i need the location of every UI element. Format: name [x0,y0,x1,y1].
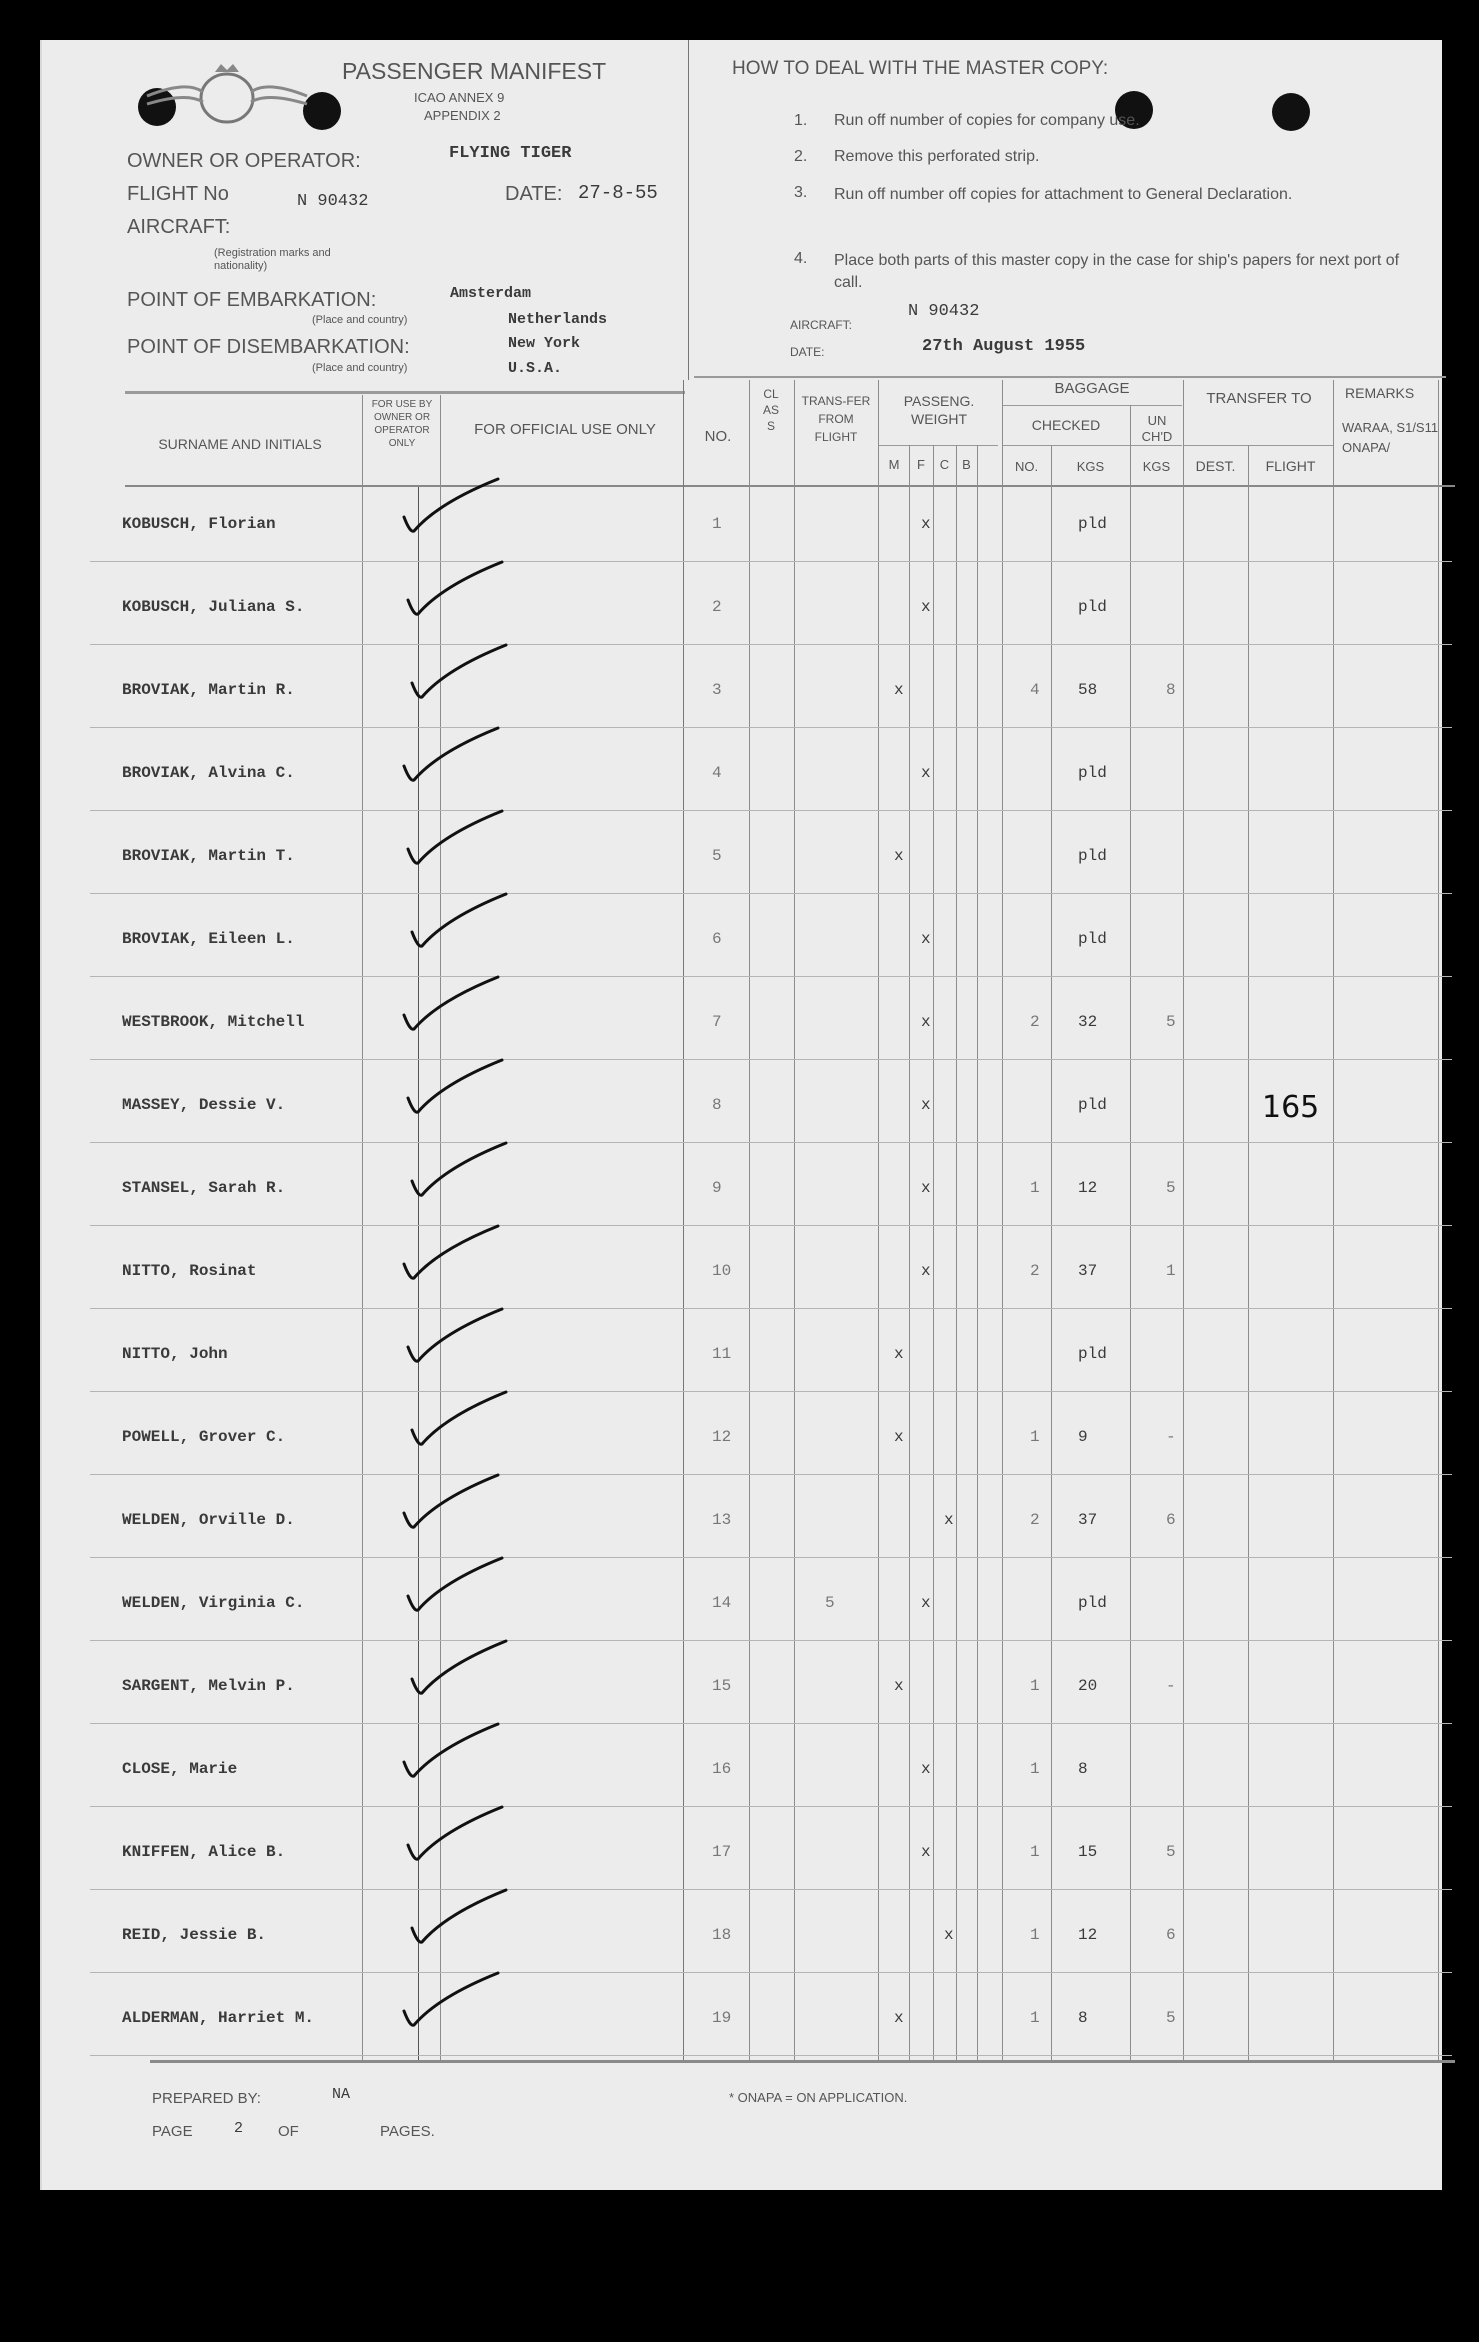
row-rule [90,1059,1452,1060]
col-header-remarks-codes: WARAA, S1/S11 ONAPA/ [1342,420,1439,455]
embark-city: Amsterdam [450,285,532,302]
passenger-weight-mark: x [894,1677,904,1695]
baggage-kgs: 8 [1078,2009,1088,2027]
col-line [1130,405,1131,2060]
baggage-kgs: 12 [1078,1926,1098,1944]
date-label: DATE: [505,183,563,205]
passenger-weight-mark: x [921,1179,931,1197]
owner-label: OWNER OR OPERATOR: [127,150,361,172]
col-header-m: M [888,457,900,472]
passenger-weight-mark: x [921,598,931,616]
check-mark-icon [402,1054,512,1129]
passenger-weight-mark: x [921,1262,931,1280]
passenger-name: STANSEL, Sarah R. [122,1179,286,1197]
passenger-name: BROVIAK, Martin R. [122,681,295,699]
table-top-rule [125,391,685,394]
manifest-title: PASSENGER MANIFEST [342,58,607,84]
baggage-count: 2 [1030,1262,1040,1280]
handwritten-flight-number: 165 [1262,1090,1320,1125]
check-mark-icon [406,1884,516,1959]
row-rule [90,1308,1452,1309]
pages-label: PAGES. [380,2123,435,2140]
passenger-weight-mark: x [921,930,931,948]
row-rule [90,561,1452,562]
unchecked-kgs: 5 [1166,1013,1176,1031]
col-line [749,380,750,2060]
col-header-transfer-to: TRANSFER TO [1206,390,1312,407]
baggage-kgs: pld [1078,847,1107,865]
row-rule [90,1557,1452,1558]
passenger-no: 11 [712,1345,732,1363]
table-top-rule-right [694,376,1446,378]
strip-date-value: 27th August 1955 [922,337,1086,356]
baggage-kgs: 15 [1078,1843,1098,1861]
col-header-unchd: UN CH'D [1141,413,1173,444]
passenger-name: MASSEY, Dessie V. [122,1096,286,1114]
col-header-b: B [962,457,971,472]
baggage-kgs: 37 [1078,1511,1098,1529]
disembark-country: U.S.A. [508,360,563,377]
strip-aircraft-label: AIRCRAFT: [790,318,853,332]
check-mark-icon [398,1220,508,1295]
check-mark-icon [402,556,512,631]
passenger-no: 7 [712,1013,722,1031]
baggage-kgs: 58 [1078,681,1098,699]
baggage-kgs: 32 [1078,1013,1098,1031]
col-header-unchd-kgs: KGS [1142,459,1171,474]
passenger-weight-mark: x [894,2009,904,2027]
unchecked-kgs: - [1166,1428,1176,1446]
baggage-subrule [1002,445,1182,446]
passenger-weight-mark: x [921,515,931,533]
baggage-kgs: 37 [1078,1262,1098,1280]
passenger-no: 12 [712,1428,732,1446]
flight-label: FLIGHT No [127,183,229,205]
row-rule [90,1391,1452,1392]
baggage-count: 2 [1030,1013,1040,1031]
col-line [878,380,879,2060]
row-rule [90,893,1452,894]
check-mark-icon [398,971,508,1046]
row-rule [90,1806,1452,1807]
check-mark-icon [398,1718,508,1793]
prepared-value: NA [332,2086,351,2103]
check-mark-icon [402,1552,512,1627]
of-label: OF [278,2123,299,2140]
col-line [1051,445,1052,2060]
passenger-name: ALDERMAN, Harriet M. [122,2009,315,2027]
col-header-checked: CHECKED [1031,417,1101,433]
annex-label: ICAO ANNEX 9 [414,90,505,105]
check-mark-icon [398,1967,508,2042]
baggage-kgs: 8 [1078,1760,1088,1778]
passenger-name: POWELL, Grover C. [122,1428,286,1446]
baggage-count: 2 [1030,1511,1040,1529]
col-header-class: CLASS [762,387,779,433]
embark-note: (Place and country) [312,314,408,326]
col-line [1002,380,1003,2060]
passenger-name: BROVIAK, Eileen L. [122,930,295,948]
page-value: 2 [234,2120,244,2137]
check-mark-icon [398,1469,508,1544]
passenger-weight-mark: x [894,1428,904,1446]
baggage-kgs: pld [1078,764,1107,782]
check-mark-icon [406,1137,516,1212]
check-mark-icon [406,639,516,714]
passenger-weight-mark: x [921,1096,931,1114]
airline-crest-icon [137,62,317,134]
check-mark-icon [406,1386,516,1461]
check-mark-icon [406,888,516,963]
instruction-4-num: 4. [794,250,808,267]
disembark-city: New York [508,335,581,352]
page-label: PAGE [152,2123,193,2140]
passenger-no: 9 [712,1179,722,1197]
col-line [1248,445,1249,2060]
perforation-divider [688,40,689,380]
passenger-no: 18 [712,1926,732,1944]
appendix-label: APPENDIX 2 [424,108,501,123]
passenger-no: 6 [712,930,722,948]
passenger-no: 3 [712,681,722,699]
passenger-no: 14 [712,1594,732,1612]
manifest-sheet [40,40,1442,2190]
passenger-name: BROVIAK, Martin T. [122,847,295,865]
row-rule [90,644,1452,645]
row-rule [90,1723,1452,1724]
col-header-bag-kgs: KGS [1076,459,1105,474]
instruction-3-num: 3. [794,184,808,201]
passenger-weight-mark: x [894,681,904,699]
baggage-kgs: 9 [1078,1428,1088,1446]
disembark-label: POINT OF DISEMBARKATION: [127,336,410,358]
passenger-name: SARGENT, Melvin P. [122,1677,295,1695]
col-line [977,445,978,2060]
passenger-no: 2 [712,598,722,616]
col-header-bag-no: NO. [1014,459,1039,474]
baggage-kgs: pld [1078,598,1107,616]
col-line [683,380,684,2060]
col-header-transfer-from: TRANS-FER FROM FLIGHT [801,394,871,444]
unchecked-kgs: 6 [1166,1926,1176,1944]
baggage-kgs: 20 [1078,1677,1098,1695]
instruction-3-text: Run off number off copies for attachment to General Declaration. [834,186,1293,203]
col-line [1183,380,1184,2060]
checked-subrule [1002,405,1182,406]
passenger-class: 5 [825,1594,835,1612]
unchecked-kgs: 1 [1166,1262,1176,1280]
baggage-count: 1 [1030,1179,1040,1197]
col-header-passeng-weight: PASSENG. WEIGHT [903,393,975,427]
unchecked-kgs: 5 [1166,1179,1176,1197]
row-rule [90,2055,1452,2056]
col-header-remarks: REMARKS [1345,385,1415,401]
check-mark-icon [402,1303,512,1378]
passenger-weight-mark: x [894,847,904,865]
check-mark-icon [406,1635,516,1710]
passenger-weight-mark: x [894,1345,904,1363]
instruction-1-num: 1. [794,112,808,129]
passenger-no: 19 [712,2009,732,2027]
strip-date-label: DATE: [790,345,825,359]
col-line [1333,380,1334,2060]
check-mark-icon [402,1801,512,1876]
unchecked-kgs: 5 [1166,2009,1176,2027]
passenger-no: 13 [712,1511,732,1529]
row-rule [90,976,1452,977]
passenger-weight-mark: x [921,1013,931,1031]
date-value: 27-8-55 [578,182,658,204]
col-line [956,445,957,2060]
disembark-note: (Place and country) [312,362,408,374]
aircraft-note: (Registration marks and nationality) [214,247,331,272]
col-line [794,380,795,2060]
passenger-name: KOBUSCH, Florian [122,515,276,533]
col-header-surname: SURNAME AND INITIALS [158,436,322,452]
row-rule [90,1972,1452,1973]
col-header-f: F [917,457,925,472]
baggage-kgs: 12 [1078,1179,1098,1197]
baggage-count: 1 [1030,1428,1040,1446]
passenger-name: BROVIAK, Alvina C. [122,764,295,782]
baggage-kgs: pld [1078,1096,1107,1114]
baggage-kgs: pld [1078,930,1107,948]
passenger-no: 10 [712,1262,732,1280]
instructions-heading: HOW TO DEAL WITH THE MASTER COPY: [732,58,1109,79]
row-rule [90,810,1452,811]
baggage-kgs: pld [1078,1594,1107,1612]
passenger-name: CLOSE, Marie [122,1760,238,1778]
unchecked-kgs: 5 [1166,1843,1176,1861]
passenger-weight-mark: x [944,1511,954,1529]
check-mark-icon [398,473,508,548]
weight-subrule [878,445,998,446]
strip-aircraft-value: N 90432 [908,302,980,321]
passenger-name: KNIFFEN, Alice B. [122,1843,286,1861]
embark-label: POINT OF EMBARKATION: [127,289,377,311]
baggage-kgs: pld [1078,515,1107,533]
aircraft-label: AIRCRAFT: [127,216,231,238]
row-rule [90,1889,1452,1890]
baggage-count: 1 [1030,1926,1040,1944]
passenger-weight-mark: x [921,764,931,782]
col-line [933,445,934,2060]
instruction-2-text: Remove this perforated strip. [834,148,1040,165]
row-rule [90,1640,1452,1641]
col-header-no: NO. [704,428,732,445]
passenger-name: WESTBROOK, Mitchell [122,1013,305,1031]
col-header-flight: FLIGHT [1265,458,1316,474]
passenger-no: 15 [712,1677,732,1695]
passenger-name: WELDEN, Orville D. [122,1511,295,1529]
instruction-4-text: Place both parts of this master copy in the case for ship's papers for next port of call. [834,252,1400,291]
passenger-no: 4 [712,764,722,782]
passenger-name: REID, Jessie B. [122,1926,267,1944]
flight-value: N 90432 [297,192,369,211]
row-rule [90,727,1452,728]
passenger-no: 17 [712,1843,732,1861]
owner-value: FLYING TIGER [449,144,572,163]
passenger-no: 5 [712,847,722,865]
passenger-name: NITTO, Rosinat [122,1262,257,1280]
onapa-note: * ONAPA = ON APPLICATION. [729,2090,908,2105]
baggage-count: 1 [1030,1677,1040,1695]
instruction-2-num: 2. [794,148,808,165]
check-mark-icon [398,722,508,797]
unchecked-kgs: 8 [1166,681,1176,699]
col-header-owner-use: FOR USE BY OWNER OR OPERATOR ONLY [371,399,433,449]
prepared-label: PREPARED BY: [152,2090,261,2107]
passenger-weight-mark: x [921,1594,931,1612]
col-header-official: FOR OFFICIAL USE ONLY [474,421,656,438]
col-line [1438,380,1439,2060]
embark-country: Netherlands [508,311,608,328]
row-rule [90,1474,1452,1475]
baggage-count: 1 [1030,1760,1040,1778]
baggage-count: 1 [1030,1843,1040,1861]
check-mark-icon [402,805,512,880]
row-rule [90,1142,1452,1143]
transfer-subrule [1183,445,1333,446]
passenger-name: KOBUSCH, Juliana S. [122,598,305,616]
baggage-kgs: pld [1078,1345,1107,1363]
passenger-weight-mark: x [921,1760,931,1778]
instruction-1-text: Run off number of copies for company use. [834,112,1140,129]
passenger-name: NITTO, John [122,1345,228,1363]
baggage-count: 4 [1030,681,1040,699]
baggage-count: 1 [1030,2009,1040,2027]
unchecked-kgs: - [1166,1677,1176,1695]
passenger-name: WELDEN, Virginia C. [122,1594,305,1612]
row-rule [90,1225,1452,1226]
passenger-no: 1 [712,515,722,533]
passenger-weight-mark: x [944,1926,954,1944]
col-header-dest: DEST. [1195,458,1236,474]
col-line [909,445,910,2060]
passenger-no: 8 [712,1096,722,1114]
passenger-no: 16 [712,1760,732,1778]
header-bottom-rule [125,485,1455,487]
footer-rule [150,2060,1455,2063]
passenger-weight-mark: x [921,1843,931,1861]
col-header-c: C [939,457,950,472]
unchecked-kgs: 6 [1166,1511,1176,1529]
col-header-baggage: BAGGAGE [1054,380,1130,397]
